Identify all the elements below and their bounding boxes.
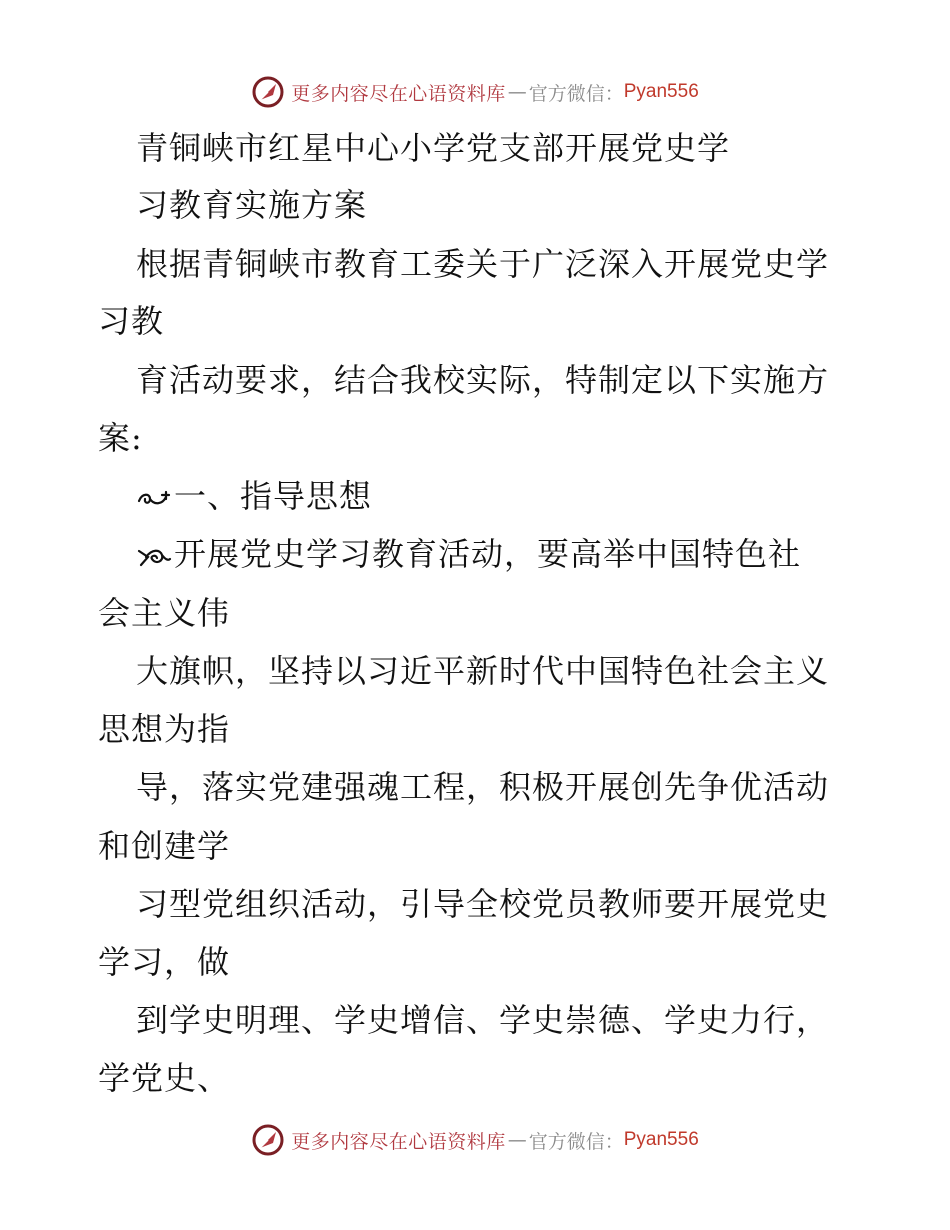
paragraph-1-line-2: 习教 [98,302,165,340]
flourish-ornament-icon [136,487,172,511]
paragraph-2-line-8: 学习，做 [98,943,231,981]
banner-wechat-label: 官方微信： [528,1130,624,1153]
section-1-heading [136,476,372,516]
paragraph-1-line-1: 根据青铜峡市教育工委关于广泛深入开展党史学 [136,245,830,283]
header-banner [0,72,950,112]
paragraph-2-line-6: 和创建学 [98,827,231,865]
paragraph-2-line-10: 学党史、 [98,1059,231,1097]
footer-banner [0,1120,950,1160]
banner-text: 更多内容尽在心语资料库 [291,82,506,105]
paragraph-2-line-1 [136,534,801,574]
quill-logo-icon [251,75,285,109]
paragraph-2-line-2: 会主义伟 [98,594,231,632]
paragraph-2-line-9: 到学史明理、学史增信、学史崇德、学史力行， [136,1001,830,1039]
paragraph-2-line-3: 大旗帜，坚持以习近平新时代中国特色社会主义 [136,652,830,690]
doc-title-line-2: 习教育实施方案 [136,186,368,224]
paragraph-2-line-7: 习型党组织活动，引导全校党员教师要开展党史 [136,885,830,923]
section-1-heading-text: 一、指导思想 [174,477,373,515]
paragraph-2-line-1-text: 开展党史学习教育活动，要高举中国特色社 [174,535,802,573]
quill-logo-icon [251,1123,285,1157]
banner-wechat-id: Pyan556 [623,1129,699,1150]
banner-wechat-id: Pyan556 [623,81,699,102]
doc-title-line-1: 青铜峡市红星中心小学党支部开展党史学 [136,129,731,167]
paragraph-2-line-5: 导，落实党建强魂工程，积极开展创先争优活动 [136,768,830,806]
banner-separator: — [507,81,527,103]
leaf-ornament-icon [136,545,172,569]
banner-wechat-label: 官方微信： [528,82,624,105]
paragraph-1-line-3: 育活动要求，结合我校实际，特制定以下实施方 [136,361,830,399]
paragraph-1-line-4: 案: [98,419,143,457]
paragraph-2-line-4: 思想为指 [98,710,231,748]
banner-separator: — [507,1129,527,1151]
banner-text: 更多内容尽在心语资料库 [291,1130,506,1153]
